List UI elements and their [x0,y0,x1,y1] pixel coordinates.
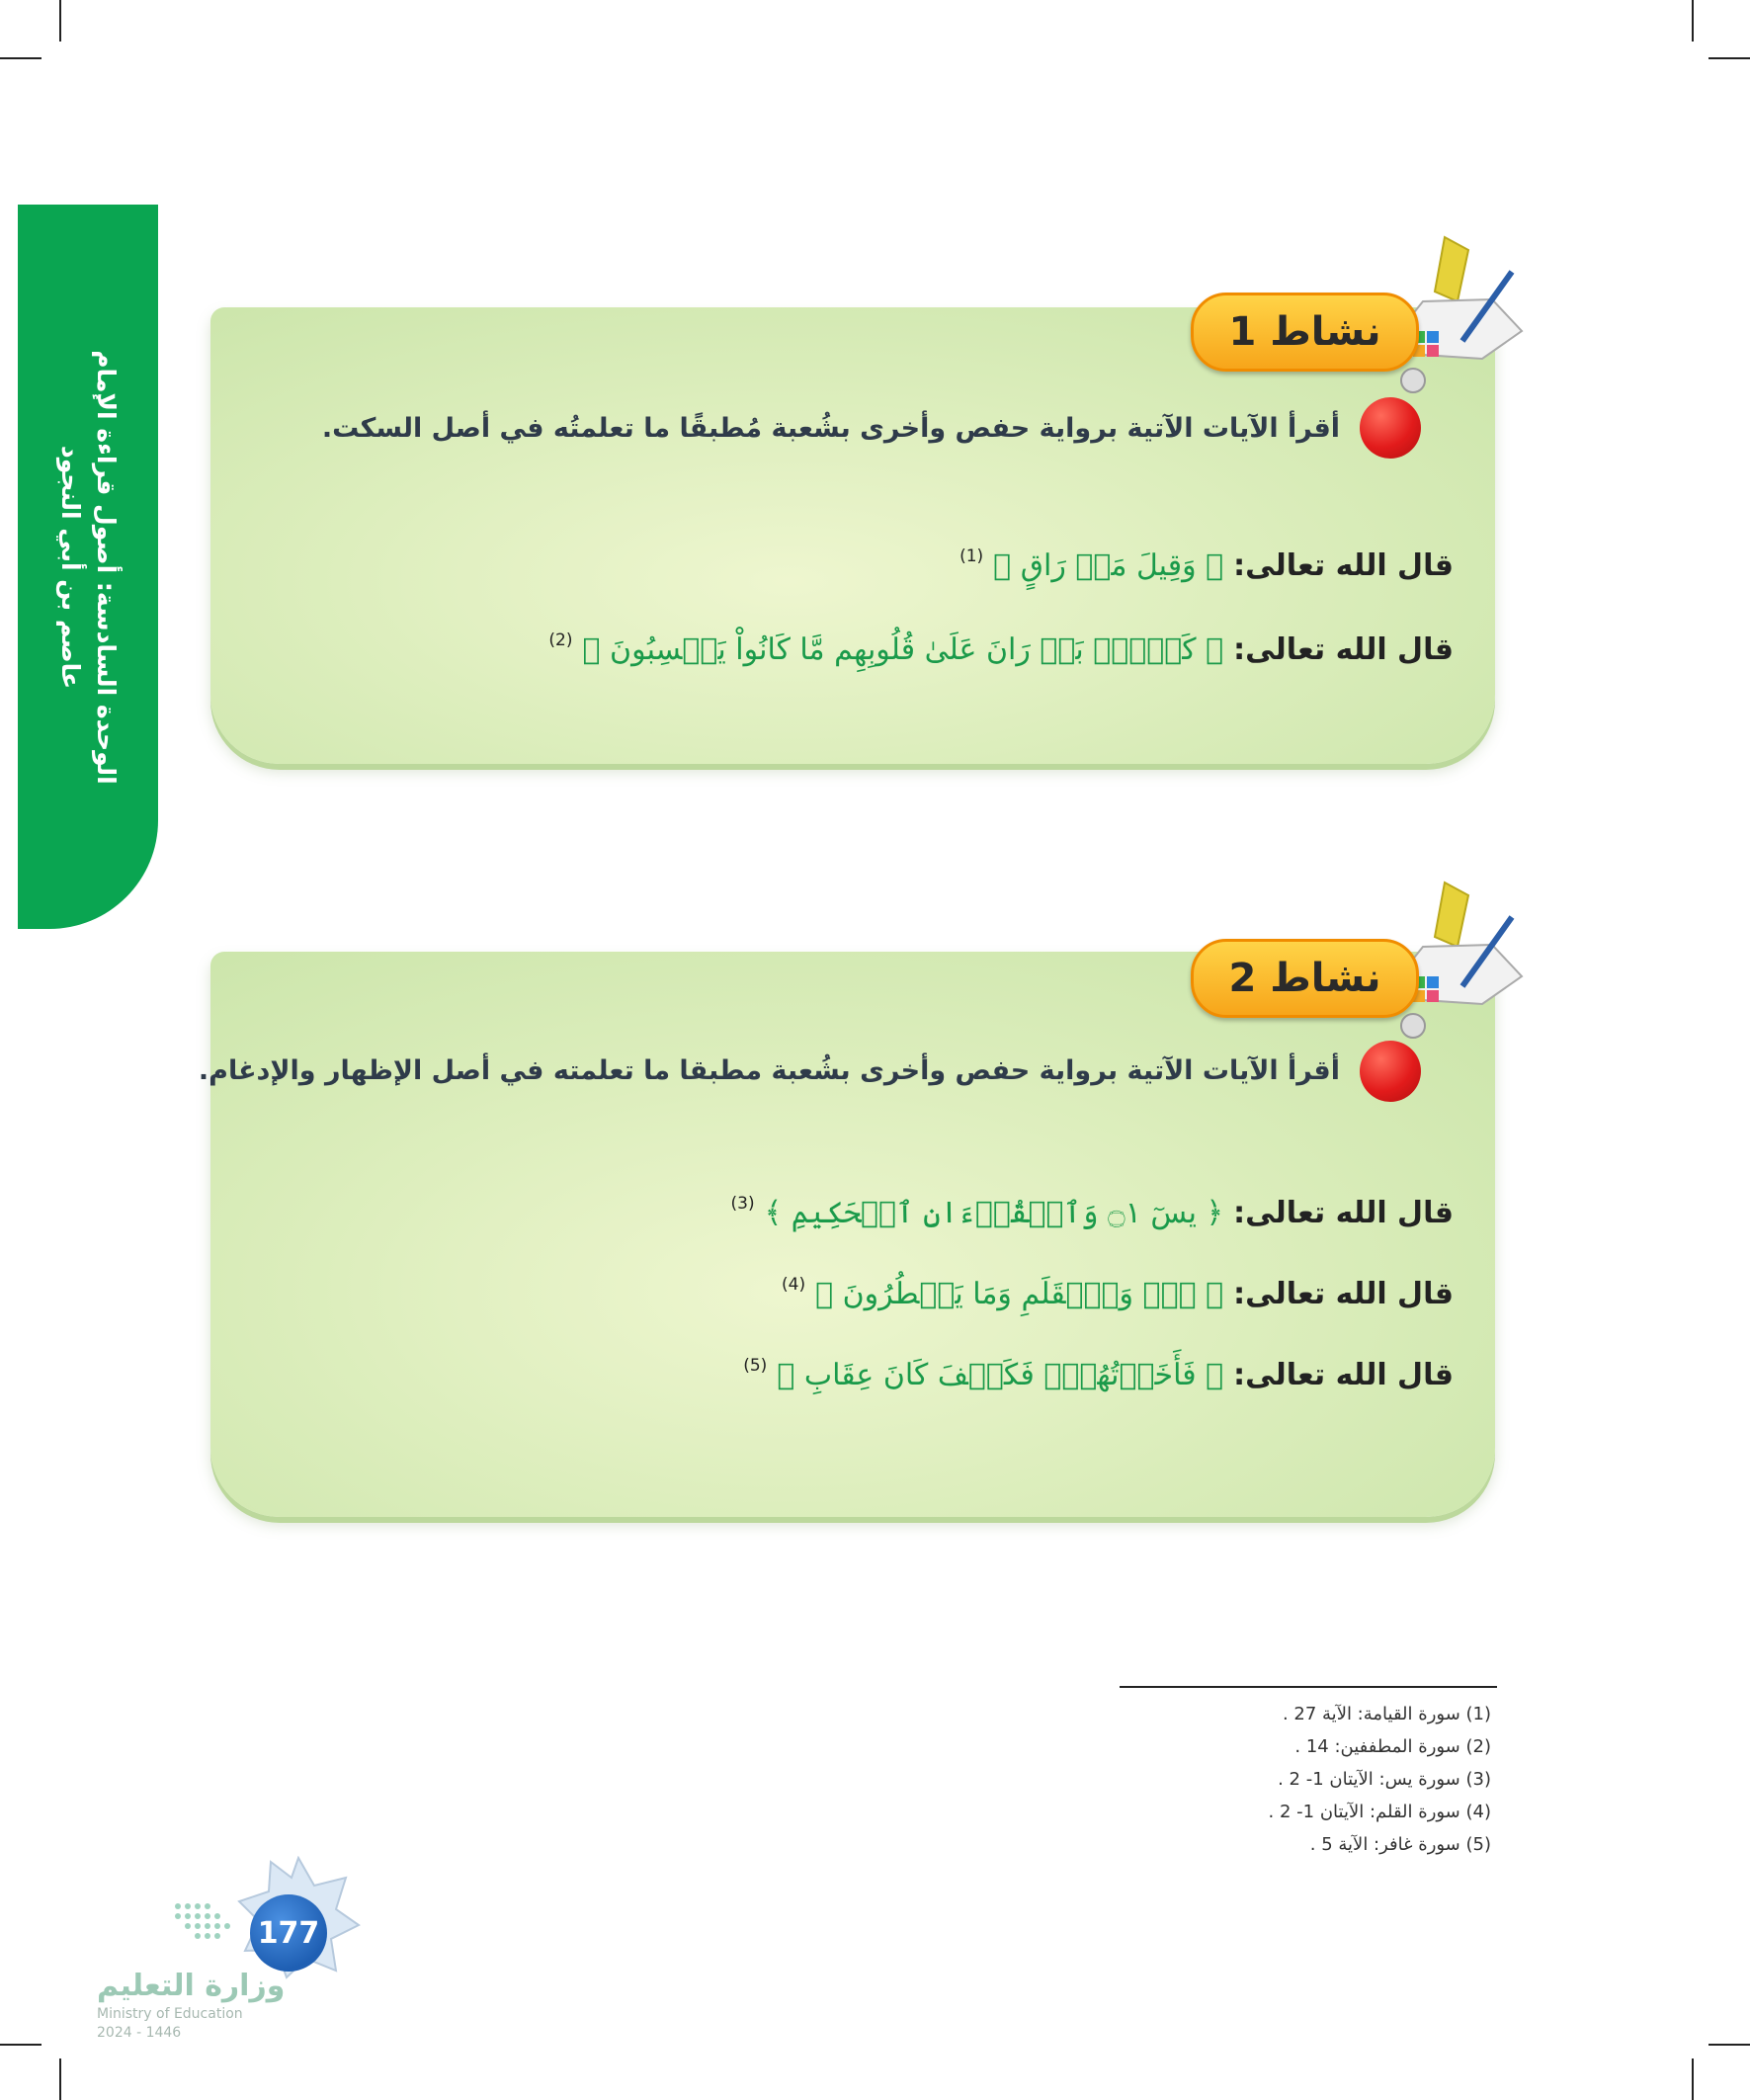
verse-intro: قال الله تعالى: [1233,548,1454,583]
activity-2-panel [210,952,1495,1517]
crop-mark [1708,57,1750,59]
verse-text: ﴿ يسٓ ۝١ وَٱلۡقُرۡءَانِ ٱلۡحَكِيمِ ﴾ [764,1196,1224,1230]
unit-title-line1: الوحدة السادسة: أصول قراءة الإمام [92,349,121,785]
verse-line [959,548,1454,583]
verse-text: ﴿ نٓۚ وَٱلۡقَلَمِ وَمَا يَسۡطُرُونَ ﴾ [815,1277,1224,1311]
activity-1-instruction: أقرأ الآيات الآتية برواية حفص وأخرى بشُعبة مُطبقًا ما تعلمتُه في أصل السكت. [321,413,1340,444]
crop-mark [0,57,42,59]
bullet-icon [1360,397,1421,459]
verse-intro: قال الله تعالى: [1233,632,1454,667]
crop-mark [0,2044,42,2046]
footnote-divider [1120,1686,1497,1688]
crop-mark [1708,2044,1750,2046]
footnote: (3) سورة يس: الآيتان 1- 2 . [1278,1769,1491,1790]
verse-intro: قال الله تعالى: [1233,1358,1454,1392]
footnote: (5) سورة غافر: الآية 5 . [1309,1834,1491,1855]
verse-text: ﴿ فَأَخَذۡتُهُمۡۖ فَكَيۡفَ كَانَ عِقَابِ ﴾ [777,1358,1224,1392]
page-number: 177 [250,1894,327,1972]
verse-text: ﴿ كَلَّاۖ بَلۜ رَانَ عَلَىٰ قُلُوبِهِم مَّا كَانُواْ يَكۡسِبُونَ ﴾ [582,632,1224,667]
unit-title [52,291,124,844]
verse-line [548,632,1454,667]
verse-line [743,1358,1454,1392]
activity-1-panel [210,307,1495,764]
footnotes [1269,1698,1491,1861]
verse-text: ﴿ وَقِيلَ مَنۜ رَاقٍ ﴾ [993,548,1224,583]
unit-title-line2: عاصم بن أبي النجود [56,445,85,689]
unit-side-tab [18,205,158,929]
footnote: (4) سورة القلم: الآيتان 1- 2 . [1268,1802,1491,1822]
crop-mark [1692,2058,1694,2100]
verse-intro: قال الله تعالى: [1233,1196,1454,1230]
footnote: (2) سورة المطففين: 14 . [1294,1736,1491,1757]
verse-line [782,1277,1454,1311]
ministry-logo-arabic: وزارة التعليم [97,1969,286,2003]
activity-2-instruction: أقرأ الآيات الآتية برواية حفص وأخرى بشُعبة مطبقا ما تعلمته في أصل الإظهار والإدغام. [198,1055,1340,1086]
activity-1-badge: نشاط 1 [1191,293,1419,372]
crop-mark [59,2058,61,2100]
verse-intro: قال الله تعالى: [1233,1277,1454,1311]
footnote-ref: (2) [548,630,573,650]
verse-line [730,1196,1454,1230]
footnote-ref: (3) [730,1194,755,1214]
footnote: (1) سورة القيامة: الآية 27 . [1282,1704,1491,1724]
ministry-logo-english: Ministry of Education [97,2006,243,2022]
bullet-icon [1360,1041,1421,1102]
crop-mark [59,0,61,42]
crop-mark [1692,0,1694,42]
footnote-ref: (5) [743,1356,768,1376]
activity-2-badge: نشاط 2 [1191,939,1419,1018]
ministry-logo-dots-icon [170,1898,239,1948]
footnote-ref: (4) [782,1275,806,1295]
footnote-ref: (1) [959,546,984,566]
ministry-logo-year: 2024 - 1446 [97,2025,182,2041]
